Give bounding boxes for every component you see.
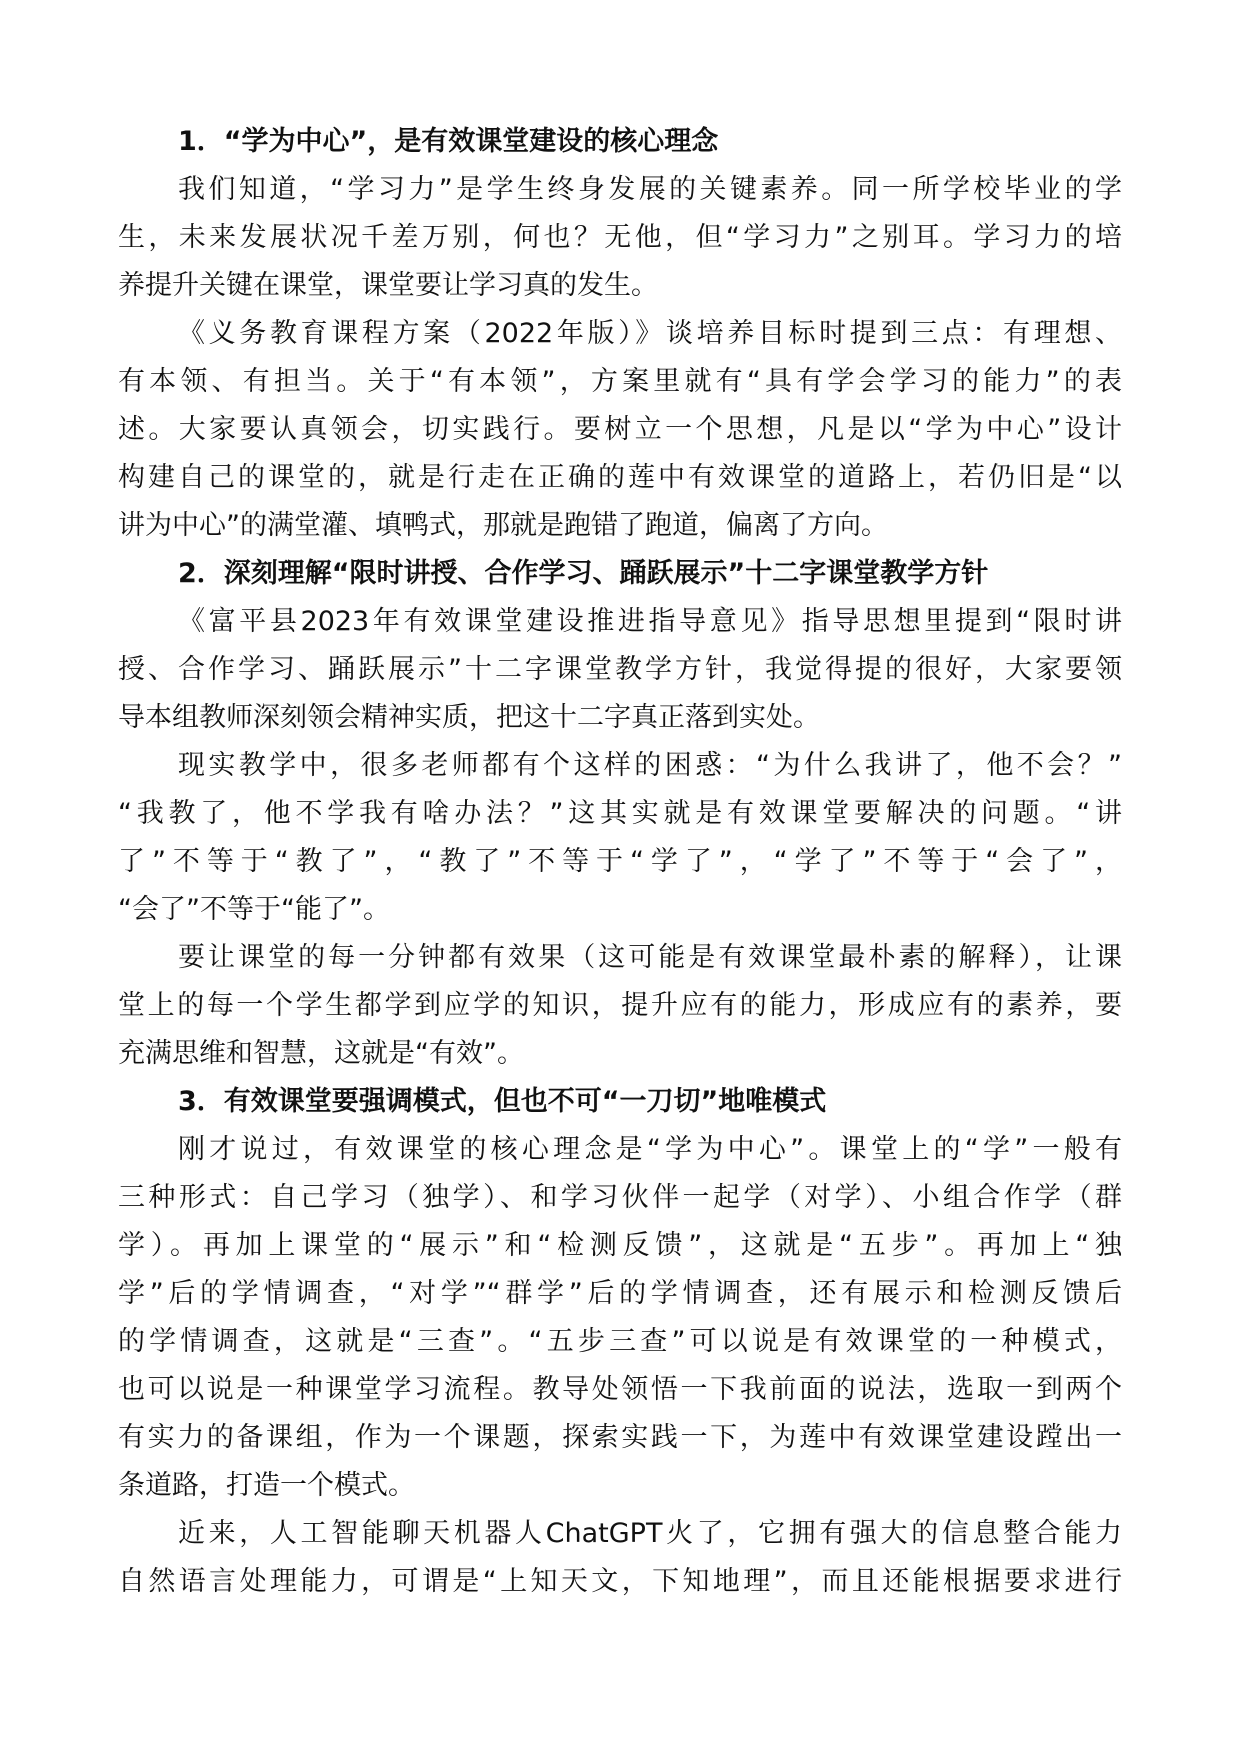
paragraph-line: 自然语言处理能力，可谓是“上知天文，下知地理”，而且还能根据要求进行 <box>118 1566 1122 1597</box>
paragraph-line: 要让课堂的每一分钟都有效果（这可能是有效课堂最朴素的解释），让课 <box>178 942 1122 973</box>
paragraph-line: 现实教学中，很多老师都有个这样的困惑：“为什么我讲了，他不会？” <box>178 750 1122 781</box>
paragraph-line: 《富平县2023年有效课堂建设推进指导意见》指导思想里提到“限时讲 <box>178 606 1122 637</box>
paragraph-line: 三种形式：自己学习（独学）、和学习伙伴一起学（对学）、小组合作学（群 <box>118 1182 1122 1213</box>
paragraph-line: 《义务教育课程方案（2022年版）》谈培养目标时提到三点：有理想、 <box>178 318 1122 349</box>
paragraph-line: 讲为中心”的满堂灌、填鸭式，那就是跑错了跑道，偏离了方向。 <box>118 510 888 541</box>
paragraph-line: “我教了，他不学我有啥办法？”这其实就是有效课堂要解决的问题。“讲 <box>118 798 1122 829</box>
paragraph-line: 学”后的学情调查，“对学”“群学”后的学情调查，还有展示和检测反馈后 <box>118 1278 1122 1309</box>
section-heading: 1．“学为中心”，是有效课堂建设的核心理念 <box>178 126 719 157</box>
paragraph-line: 近来，人工智能聊天机器人ChatGPT火了，它拥有强大的信息整合能力 <box>178 1518 1122 1549</box>
paragraph-line: 构建自己的课堂的，就是行走在正确的莲中有效课堂的道路上，若仍旧是“以 <box>118 462 1122 493</box>
paragraph-line: 充满思维和智慧，这就是“有效”。 <box>118 1038 524 1069</box>
paragraph-line: 有实力的备课组，作为一个课题，探索实践一下，为莲中有效课堂建设蹚出一 <box>118 1422 1122 1453</box>
paragraph-line: 述。大家要认真领会，切实践行。要树立一个思想，凡是以“学为中心”设计 <box>118 414 1122 445</box>
document-page <box>118 118 1122 1606</box>
paragraph-line: 也可以说是一种课堂学习流程。教导处领悟一下我前面的说法，选取一到两个 <box>118 1374 1122 1405</box>
paragraph-line: 有本领、有担当。关于“有本领”，方案里就有“具有学会学习的能力”的表 <box>118 366 1122 397</box>
paragraph-line: 条道路，打造一个模式。 <box>118 1470 415 1501</box>
paragraph-line: “会了”不等于“能了”。 <box>118 894 390 925</box>
section-heading: 3．有效课堂要强调模式，但也不可“一刀切”地唯模式 <box>178 1086 827 1117</box>
section-heading: 2．深刻理解“限时讲授、合作学习、踊跃展示”十二字课堂教学方针 <box>178 558 989 589</box>
paragraph-line: 刚才说过，有效课堂的核心理念是“学为中心”。课堂上的“学”一般有 <box>178 1134 1122 1165</box>
paragraph-line: 授、合作学习、踊跃展示”十二字课堂教学方针，我觉得提的很好，大家要领 <box>118 654 1122 685</box>
paragraph-line: 我们知道，“学习力”是学生终身发展的关键素养。同一所学校毕业的学 <box>178 174 1122 205</box>
paragraph-line: 学）。再加上课堂的“展示”和“检测反馈”，这就是“五步”。再加上“独 <box>118 1230 1122 1261</box>
paragraph-line: 生，未来发展状况千差万别，何也？无他，但“学习力”之别耳。学习力的培 <box>118 222 1122 253</box>
paragraph-line: 导本组教师深刻领会精神实质，把这十二字真正落到实处。 <box>118 702 820 733</box>
paragraph-line: 了”不等于“教了”，“教了”不等于“学了”，“学了”不等于“会了”， <box>118 846 1122 877</box>
paragraph-line: 养提升关键在课堂，课堂要让学习真的发生。 <box>118 270 658 301</box>
paragraph-line: 的学情调查，这就是“三查”。“五步三查”可以说是有效课堂的一种模式， <box>118 1326 1122 1357</box>
paragraph-line: 堂上的每一个学生都学到应学的知识，提升应有的能力，形成应有的素养，要 <box>118 990 1122 1021</box>
